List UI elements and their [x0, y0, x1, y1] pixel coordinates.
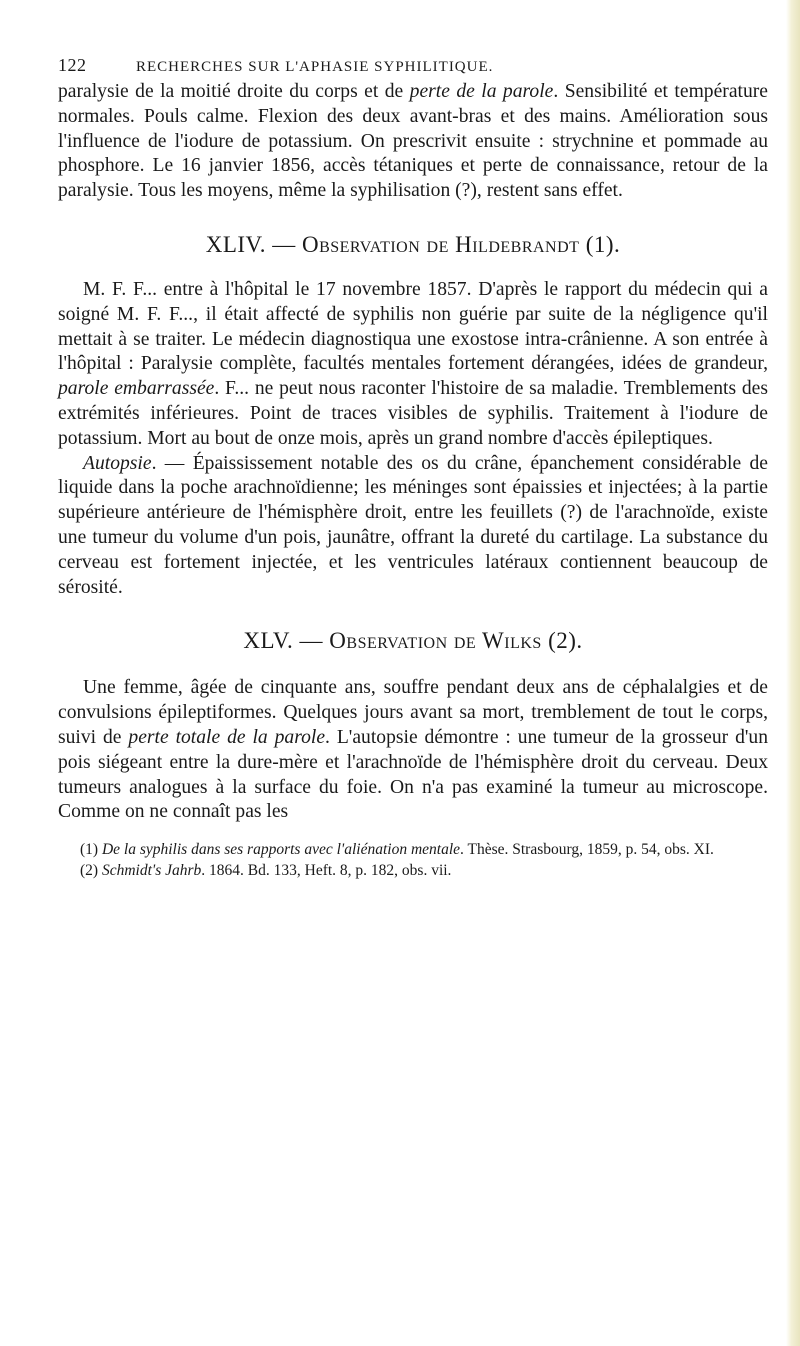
section-heading-xlv: [58, 628, 768, 654]
section-number: XLV. —: [243, 628, 330, 654]
text-run: . F... ne peut nous raconter l'histoire de sa maladie. Tremblements des extrémités inférieures. Point de traces visibles de syphilis. Traitement à l'iodure de potassium. Mort au bout de onze mois, après un grand nombre d'accès épileptiques.: [58, 378, 768, 449]
paragraph: [58, 452, 768, 601]
italic-text: Autopsie: [83, 452, 152, 474]
footnote: [58, 839, 768, 860]
page-header: [58, 55, 768, 76]
text-run: paralysie de la moitié droite du corps et de: [58, 81, 410, 102]
footnote-ref: (1).: [579, 231, 621, 257]
page-edge: [786, 0, 800, 1346]
book-page: [58, 55, 768, 881]
paragraph: [58, 278, 768, 452]
text-run: . Thèse. Strasbourg, 1859, p. 54, obs. XI.: [460, 841, 714, 859]
section-number: XLIV. —: [205, 231, 302, 257]
footnote-ref: (2).: [541, 628, 583, 654]
page-number: 122: [58, 55, 87, 75]
section-title: Observation de Hildebrandt: [301, 231, 580, 257]
italic-text: De la syphilis dans ses rapports avec l'aliénation mentale: [101, 841, 461, 859]
footnote-number: (1): [80, 841, 102, 859]
continued-paragraph: [58, 80, 768, 204]
italic-text: perte de la parole: [409, 81, 554, 102]
footnote-number: (2): [80, 862, 102, 880]
text-run: . — Épaississement notable des os du crâne, épanchement considérable de liquide dans la poche arachnoïdienne; les méninges sont épaissies et injectées; à la partie supérieure antérieure de l'hémisphère droit, entre les feuillets (?) de l'arachnoïde, existe une tumeur du volume d'un pois, jaunâtre, offrant la dureté du cartilage. La substance du cerveau est fortement injectée, et les ventricules latéraux contiennent beaucoup de sérosité.: [58, 452, 768, 598]
section-title: Observation de Wilks: [329, 628, 542, 654]
italic-text: Schmidt's Jahrb: [101, 862, 202, 880]
footnotes: [58, 839, 768, 881]
section-heading-xliv: [58, 232, 768, 258]
running-title: RECHERCHES SUR L'APHASIE SYPHILITIQUE.: [136, 59, 494, 75]
text-run: M. F. F... entre à l'hôpital le 17 novembre 1857. D'après le rapport du médecin qui a soigné M. F. F..., il était affecté de syphilis non guérie par suite de la négligence qu'il mettait à se traiter. Le médecin diagnostiqua une exostose intra-crânienne. A son entrée à l'hôpital : Paralysie complète, facultés mentales fortement dérangées, idées de grandeur,: [58, 278, 768, 375]
paragraph: [58, 676, 768, 825]
italic-text: parole embarrassée: [58, 378, 215, 400]
italic-text: perte totale de la parole: [128, 726, 326, 748]
text-run: Une femme, âgée de cinquante ans, souffre pendant deux ans de céphalalgies et de convulsions épileptiformes. Quelques jours avant sa mort, tremblement de tout le corps, suivi de: [58, 677, 768, 748]
text-run: . L'autopsie démontre : une tumeur de la grosseur d'un pois siégeant entre la dure-mère et l'arachnoïde de l'hémisphère droit du cerveau. Deux tumeurs analogues à la surface du foie. On n'a pas examiné la tumeur au microscope. Comme on ne connaît pas les: [58, 726, 768, 823]
text-run: . 1864. Bd. 133, Heft. 8, p. 182, obs. vii.: [201, 862, 452, 880]
text-run: . Sensibilité et température normales. Pouls calme. Flexion des deux avant-bras et des mains. Amélioration sous l'influence de l'iodure de potassium. On prescrivit ensuite : strychnine et pommade au phosphore. Le 16 janvier 1856, accès tétaniques et perte de connaissance, retour de la paralysie. Tous les moyens, même la syphilisation (?), restent sans effet.: [58, 81, 768, 202]
footnote: [58, 860, 768, 881]
